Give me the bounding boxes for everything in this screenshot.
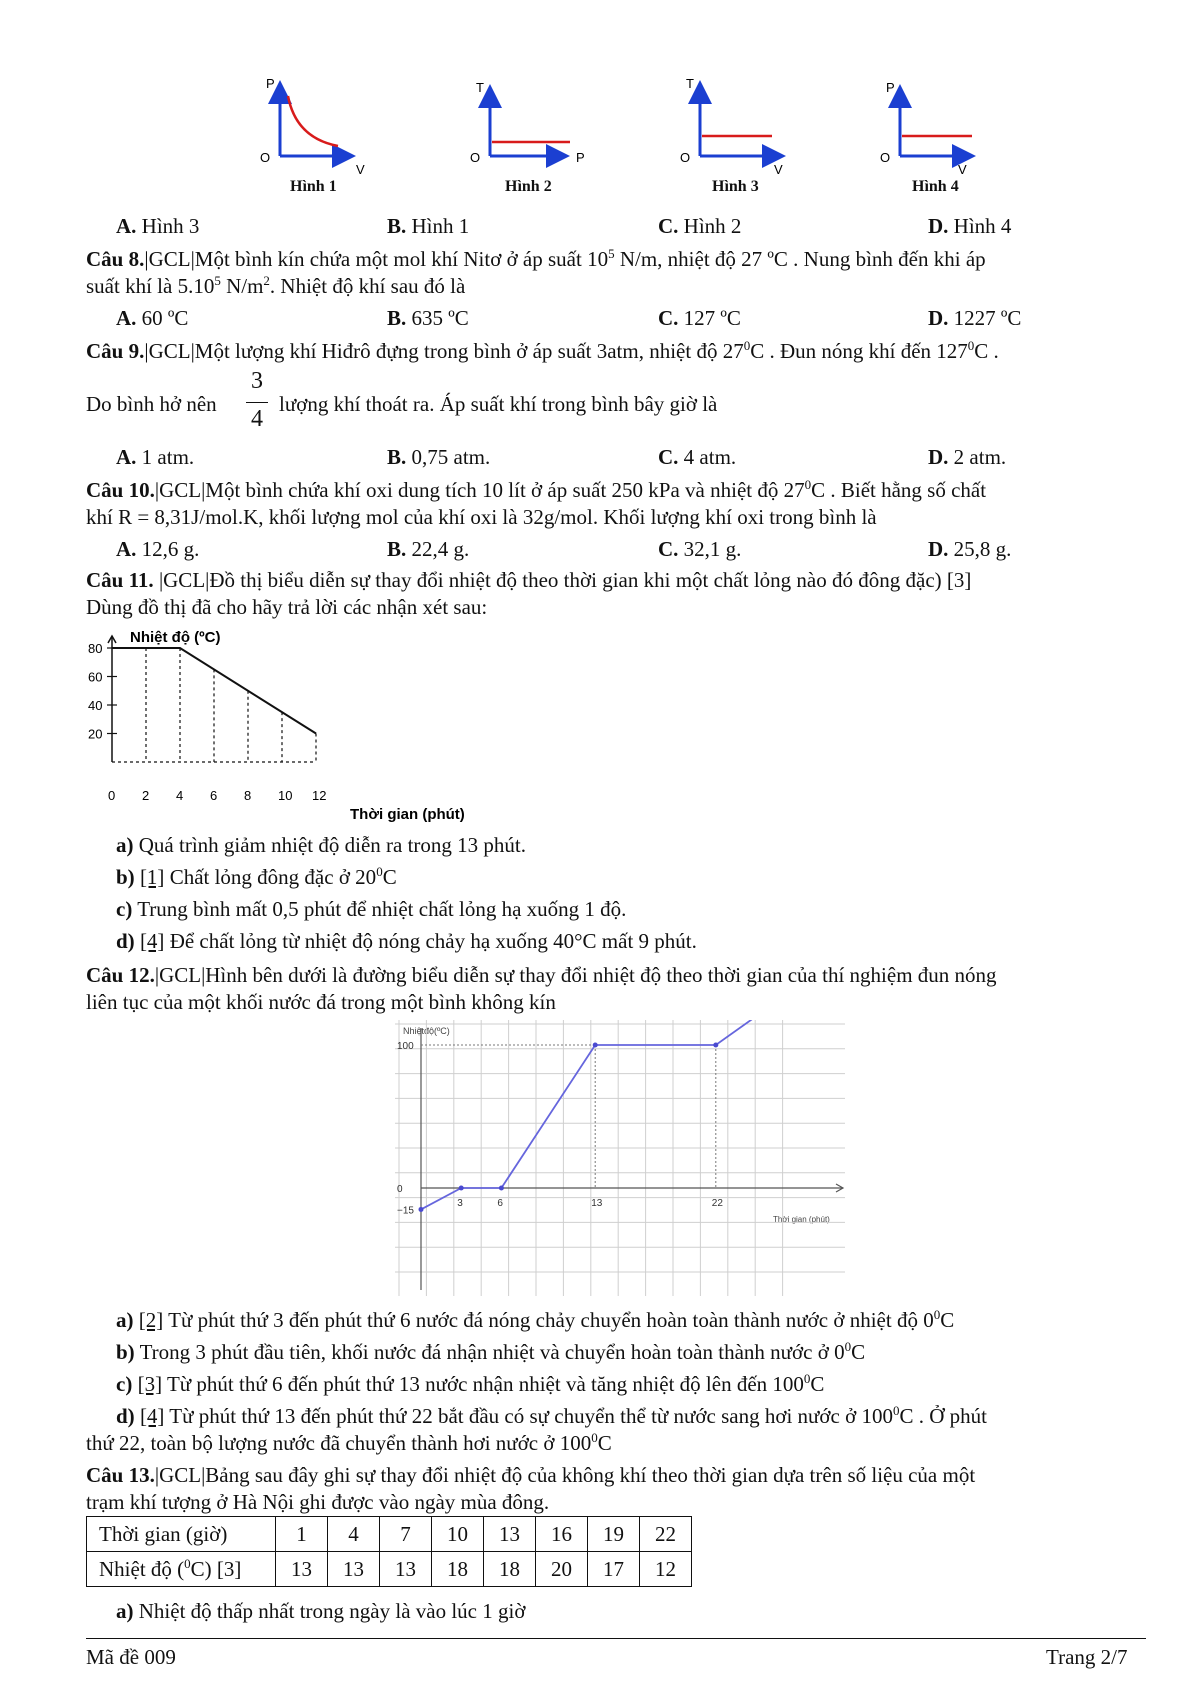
- q9-fraction-bar: [246, 402, 268, 403]
- fig1-caption: Hình 1: [290, 178, 337, 195]
- table-cell: 13: [276, 1552, 328, 1587]
- table-cell: 20: [536, 1552, 588, 1587]
- q7-option-c: C. Hình 2: [658, 214, 742, 238]
- q10-line-2: khí R = 8,31J/mol.K, khối lượng mol của khí oxi là 32g/mol. Khối lượng khí oxi trong bình là: [86, 505, 877, 529]
- q9-option-c: C. 4 atm.: [658, 445, 737, 469]
- q11-line-2: Dùng đồ thị đã cho hãy trả lời các nhận xét sau:: [86, 595, 488, 619]
- q12-line-1: Câu 12.|GCL|Hình bên dưới là đường biểu diễn sự thay đổi nhiệt độ theo thời gian của thí nghiệm đun nóng: [86, 963, 997, 987]
- table-cell: 1: [276, 1517, 328, 1552]
- chart2-data-point: [419, 1207, 424, 1212]
- q11-statement-a: a) Quá trình giảm nhiệt độ diễn ra trong 13 phút.: [116, 833, 527, 857]
- chart2-data-point: [459, 1186, 464, 1191]
- chart1-x-tick-label: 2: [142, 788, 150, 803]
- figure-3: [680, 76, 783, 177]
- figure-4: [880, 80, 972, 177]
- chart2-data-point: [713, 1043, 718, 1048]
- fig1-x-label: V: [356, 162, 365, 177]
- chart1-x-tick-label: 0: [108, 788, 116, 803]
- chart2-y-axis-title: Nhiệtđộ(ºC): [403, 1026, 450, 1036]
- table-cell: 18: [484, 1552, 536, 1587]
- chart1-y-tick-label: 20: [88, 726, 103, 742]
- q7-option-b: B. Hình 1: [387, 214, 470, 238]
- q11-line-1: Câu 11. |GCL|Đồ thị biểu diễn sự thay đổi nhiệt độ theo thời gian khi một chất lỏng nào đó đông đặc) [3]: [86, 568, 972, 592]
- q12-statement-a: a) [2] Từ phút thứ 3 đến phút thứ 6 nước đá nóng chảy chuyển hoàn toàn thành nước ở nhiệt độ $0^0C$: [116, 1307, 955, 1332]
- q11-statement-d: d) [4] Để chất lỏng từ nhiệt độ nóng chảy hạ xuống 40°C mất 9 phút.: [116, 929, 697, 953]
- table-cell: 13: [380, 1552, 432, 1587]
- footer-rule: [86, 1638, 1146, 1639]
- fig2-caption: Hình 2: [505, 178, 552, 195]
- table-cell: 18: [432, 1552, 484, 1587]
- q8-line-2: suất khí là 5.10$^5$ $N/m^2$. Nhiệt độ khí sau đó là: [86, 273, 466, 298]
- footer-page-number: Trang 2/7: [1046, 1645, 1128, 1669]
- q13-line-1: Câu 13.|GCL|Bảng sau đây ghi sự thay đổi nhiệt độ của không khí theo thời gian dựa trên số liệu của một: [86, 1463, 976, 1487]
- chart1-y-axis-title: Nhiệt độ (ºC): [130, 629, 221, 646]
- table-cell: 7: [380, 1517, 432, 1552]
- table-cell: 17: [588, 1552, 640, 1587]
- table-cell: 22: [640, 1517, 692, 1552]
- chart2-x-axis-title: Thời gian (phút): [773, 1215, 830, 1224]
- chart1-x-axis-title: Thời gian (phút): [350, 806, 465, 822]
- chart2-x-tick-label: 13: [591, 1198, 603, 1209]
- chart1-series-line: [112, 648, 316, 734]
- chart2-x-tick-label: 6: [497, 1198, 503, 1209]
- q12-statement-c: c) [3] Từ phút thứ 6 đến phút thứ 13 nước nhận nhiệt và tăng nhiệt độ lên đến $100^0C$: [116, 1371, 825, 1396]
- chart2-y-tick-label: 100: [397, 1041, 414, 1052]
- q8-line-1: Câu 8.|GCL|Một bình kín chứa một mol khí Nitơ ở áp suất $10^5$ N/m, nhiệt độ 27 ºC . Nung bình đến khi áp: [86, 246, 986, 271]
- q9-fraction-denominator: 4: [251, 406, 263, 432]
- q13-temperature-table: [86, 1516, 692, 1587]
- fig4-x-label: V: [958, 162, 967, 177]
- fig3-caption: Hình 3: [712, 178, 759, 195]
- table-cell: 10: [432, 1517, 484, 1552]
- q8-option-d: D. 1227 ºC: [928, 306, 1022, 330]
- chart1-y-tick-label: 60: [88, 669, 103, 685]
- chart2-y-tick-label: −15: [397, 1205, 414, 1217]
- q11-statement-b: b) [1] Chất lỏng đông đặc ở $20^0C$: [116, 864, 397, 889]
- chart1-y-tick-label: 40: [88, 698, 103, 713]
- chart2-x-tick-label: 3: [457, 1198, 463, 1209]
- fig3-y-label: T: [686, 76, 694, 91]
- fig4-origin: O: [880, 150, 891, 165]
- chart2-data-point: [499, 1186, 504, 1191]
- table-header-time: Thời gian (giờ): [87, 1517, 276, 1552]
- q12-line-2: liên tục của một khối nước đá trong một bình không kín: [86, 990, 556, 1014]
- q9-fraction-numerator: 3: [251, 368, 263, 394]
- chart1-x-tick-label: 8: [244, 788, 252, 803]
- q8-option-b: B. 635 ºC: [387, 306, 469, 330]
- q7-option-a: A. Hình 3: [116, 214, 200, 238]
- footer-exam-code: Mã đề 009: [86, 1645, 176, 1669]
- fig3-x-label: V: [774, 162, 783, 177]
- q8-option-a: A. 60 ºC: [116, 306, 189, 330]
- q12-statement-b: b) Trong 3 phút đầu tiên, khối nước đá nhận nhiệt và chuyển hoàn toàn thành nước ở $0^0C$: [116, 1339, 866, 1364]
- figure-1: [260, 76, 365, 177]
- fig4-y-label: P: [886, 80, 895, 95]
- q10-option-d: D. 25,8 g.: [928, 537, 1012, 561]
- q8-option-c: C. 127 ºC: [658, 306, 741, 330]
- fig2-origin: O: [470, 150, 481, 165]
- fig3-origin: O: [680, 150, 691, 165]
- table-cell: 13: [328, 1552, 380, 1587]
- q11-statement-c: c) Trung bình mất 0,5 phút để nhiệt chất lỏng hạ xuống 1 độ.: [116, 897, 627, 921]
- q11-cooling-chart: [86, 622, 506, 822]
- fig2-y-label: T: [476, 80, 484, 95]
- q9-line-2b: lượng khí thoát ra. Áp suất khí trong bình bây giờ là: [279, 392, 718, 416]
- q9-option-b: B. 0,75 atm.: [387, 445, 491, 469]
- table-row: [87, 1552, 692, 1587]
- chart1-y-tick-label: 80: [88, 641, 103, 656]
- table-row: [87, 1517, 692, 1552]
- table-cell: 19: [588, 1517, 640, 1552]
- fig2-x-label: P: [576, 150, 585, 165]
- chart2-x-tick-label: 22: [711, 1198, 723, 1209]
- q9-option-a: A. 1 atm.: [116, 445, 195, 469]
- figure-row-pv-graphs: [230, 70, 990, 200]
- table-cell: 13: [484, 1517, 536, 1552]
- table-cell: 4: [328, 1517, 380, 1552]
- figure-2: [470, 80, 585, 165]
- q12-statement-d-line-2: thứ 22, toàn bộ lượng nước đã chuyển thành hơi nước ở $100^0C$: [86, 1430, 612, 1455]
- q12-statement-d: d) [4] Từ phút thứ 13 đến phút thứ 22 bắt đầu có sự chuyển thể từ nước sang hơi nước ở $100^0C$ . Ở phút: [116, 1403, 987, 1428]
- chart2-data-point: [593, 1043, 598, 1048]
- q10-line-1: Câu 10.|GCL|Một bình chứa khí oxi dung tích 10 lít ở áp suất 250 kPa và nhiệt độ $27^0C$ . Biết hằng số chất: [86, 477, 987, 502]
- q12-heating-chart: [395, 1020, 845, 1296]
- q10-option-b: B. 22,4 g.: [387, 537, 470, 561]
- chart1-x-tick-label: 12: [312, 788, 327, 803]
- q7-option-d: D. Hình 4: [928, 214, 1012, 238]
- table-cell: 16: [536, 1517, 588, 1552]
- q9-line-2a: Do bình hở nên: [86, 392, 217, 416]
- q9-line-1: Câu 9.|GCL|Một lượng khí Hiđrô đựng trong bình ở áp suất 3atm, nhiệt độ $27^0C$ . Đun nóng khí đến $127^0C$ .: [86, 338, 999, 363]
- fig4-caption: Hình 4: [912, 178, 959, 195]
- q13-statement-a: a) Nhiệt độ thấp nhất trong ngày là vào lúc 1 giờ: [116, 1599, 526, 1623]
- table-cell: 12: [640, 1552, 692, 1587]
- q10-option-a: A. 12,6 g.: [116, 537, 200, 561]
- chart1-x-tick-label: 6: [210, 788, 218, 803]
- q10-option-c: C. 32,1 g.: [658, 537, 742, 561]
- chart1-x-tick-label: 10: [278, 788, 293, 803]
- fig1-origin: O: [260, 150, 271, 165]
- chart2-y-tick-label: 0: [397, 1184, 403, 1195]
- fig1-y-label: P: [266, 76, 275, 91]
- q13-line-2: trạm khí tượng ở Hà Nội ghi được vào ngày mùa đông.: [86, 1490, 550, 1514]
- q9-option-d: D. 2 atm.: [928, 445, 1007, 469]
- table-header-temperature: Nhiệt độ ($^0$C) [3]: [87, 1552, 276, 1587]
- chart1-x-tick-label: 4: [176, 788, 184, 803]
